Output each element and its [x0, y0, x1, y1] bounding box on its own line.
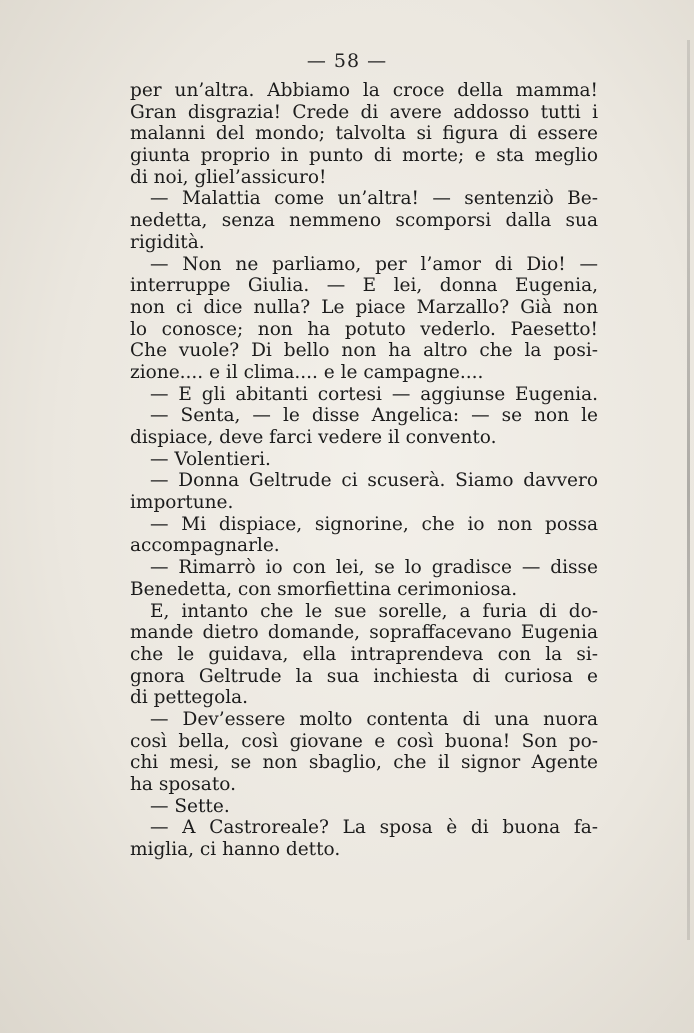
- text-line: che le guidava, ella intraprendeva con la si-: [130, 643, 598, 665]
- text-line: E, intanto che le sue sorelle, a furia di do-: [150, 600, 598, 622]
- text-line: così bella, così giovane e così buona! Son po-: [130, 730, 598, 752]
- text-line: gnora Geltrude la sua inchiesta di curiosa e: [130, 665, 598, 687]
- page-edge-shadow: [687, 40, 690, 940]
- text-line: di noi, gliel’assicuro!: [130, 166, 327, 188]
- text-line: di pettegola.: [130, 687, 249, 709]
- body-text: [130, 80, 598, 861]
- text-line: chi mesi, se non sbaglio, che il signor Agente: [130, 752, 598, 774]
- text-line: miglia, ci hanno detto.: [130, 839, 341, 861]
- text-line: — Mi dispiace, signorine, che io non possa: [150, 513, 598, 535]
- text-line: giunta proprio in punto di morte; e sta meglio: [130, 145, 598, 167]
- text-line: ha sposato.: [130, 774, 236, 795]
- text-line: Gran disgrazia! Crede di avere addosso tutti i: [130, 101, 598, 123]
- text-line: interruppe Giulia. — E lei, donna Eugenia,: [130, 275, 598, 297]
- text-line: — Malattia come un’altra! — sentenziò Be-: [150, 188, 598, 210]
- text-line: — Rimarrò io con lei, se lo gradisce — disse: [150, 557, 598, 579]
- text-line: — Donna Geltrude ci scuserà. Siamo davvero: [150, 470, 598, 492]
- text-line: nedetta, senza nemmeno scomporsi dalla sua: [130, 210, 598, 232]
- text-line: mande dietro domande, sopraffacevano Eugenia: [130, 622, 598, 644]
- text-line: per un’altra. Abbiamo la croce della mamma!: [130, 80, 598, 101]
- text-line: — Dev’essere molto contenta di una nuora: [150, 708, 598, 730]
- text-line: — Sette.: [150, 795, 230, 817]
- text-line: Benedetta, con smorfiettina cerimoniosa.: [130, 578, 518, 600]
- text-line: — A Castroreale? La sposa è di buona fa-: [150, 817, 598, 839]
- text-line: dispiace, deve farci vedere il convento.: [130, 427, 497, 448]
- text-line: zione.... e il clima.... e le campagne....: [130, 361, 484, 383]
- text-line: — Non ne parliamo, per l’amor di Dio! —: [150, 253, 598, 275]
- text-line: lo conosce; non ha potuto vederlo. Paesetto!: [130, 318, 598, 340]
- text-line: non ci dice nulla? Le piace Marzallo? Già non: [130, 296, 598, 318]
- text-line: malanni del mondo; talvolta si figura di essere: [130, 123, 598, 145]
- text-line: importune.: [130, 492, 234, 514]
- text-line: — E gli abitanti cortesi — aggiunse Eugenia.: [150, 383, 598, 405]
- text-line: rigidità.: [130, 231, 205, 253]
- text-line: Che vuole? Di bello non ha altro che la posi-: [130, 340, 598, 362]
- text-line: — Volentieri.: [150, 448, 271, 470]
- page-number: — 58 —: [306, 50, 388, 72]
- text-line: accompagnarle.: [130, 535, 280, 557]
- text-line: — Senta, — le disse Angelica: — se non le: [150, 405, 598, 427]
